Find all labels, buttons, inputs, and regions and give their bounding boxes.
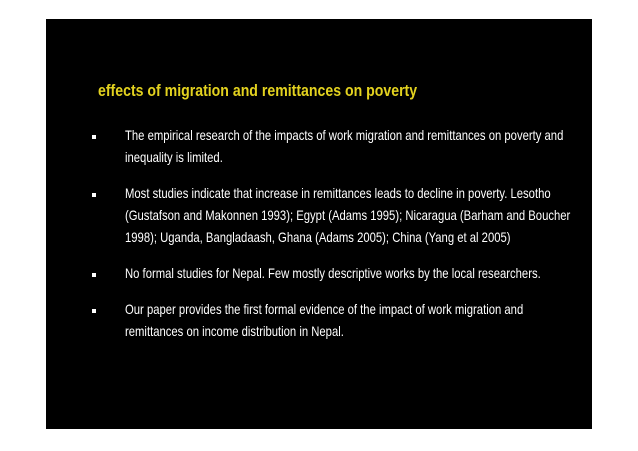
bullet-square-icon xyxy=(92,193,96,197)
bullet-item xyxy=(92,125,562,169)
bullet-text: No formal studies for Nepal. Few mostly descriptive works by the local researchers. xyxy=(125,266,541,281)
bullet-text: Our paper provides the first formal evidence of the impact of work migration and remittances on income distribution in Nepal. xyxy=(125,302,524,339)
slide-title: effects of migration and remittances on poverty xyxy=(98,81,418,100)
bullet-square-icon xyxy=(92,309,96,313)
bullet-item xyxy=(92,263,562,285)
bullet-square-icon xyxy=(92,273,96,277)
bullet-text: Most studies indicate that increase in remittances leads to decline in poverty. Lesotho (Gustafson and Makonnen 1993); Egypt (Adams 1995); Nicaragua (Barham and Boucher 1998); Uganda, Bangladaash, Ghana (Adams 2005); China (Yang et al 2005) xyxy=(125,186,571,245)
bullet-square-icon xyxy=(92,135,96,139)
bullet-item xyxy=(92,183,571,249)
bullet-list xyxy=(92,125,571,343)
bullet-item xyxy=(92,299,562,343)
bullet-text: The empirical research of the impacts of work migration and remittances on poverty and inequality is limited. xyxy=(125,128,564,165)
slide xyxy=(46,19,592,429)
